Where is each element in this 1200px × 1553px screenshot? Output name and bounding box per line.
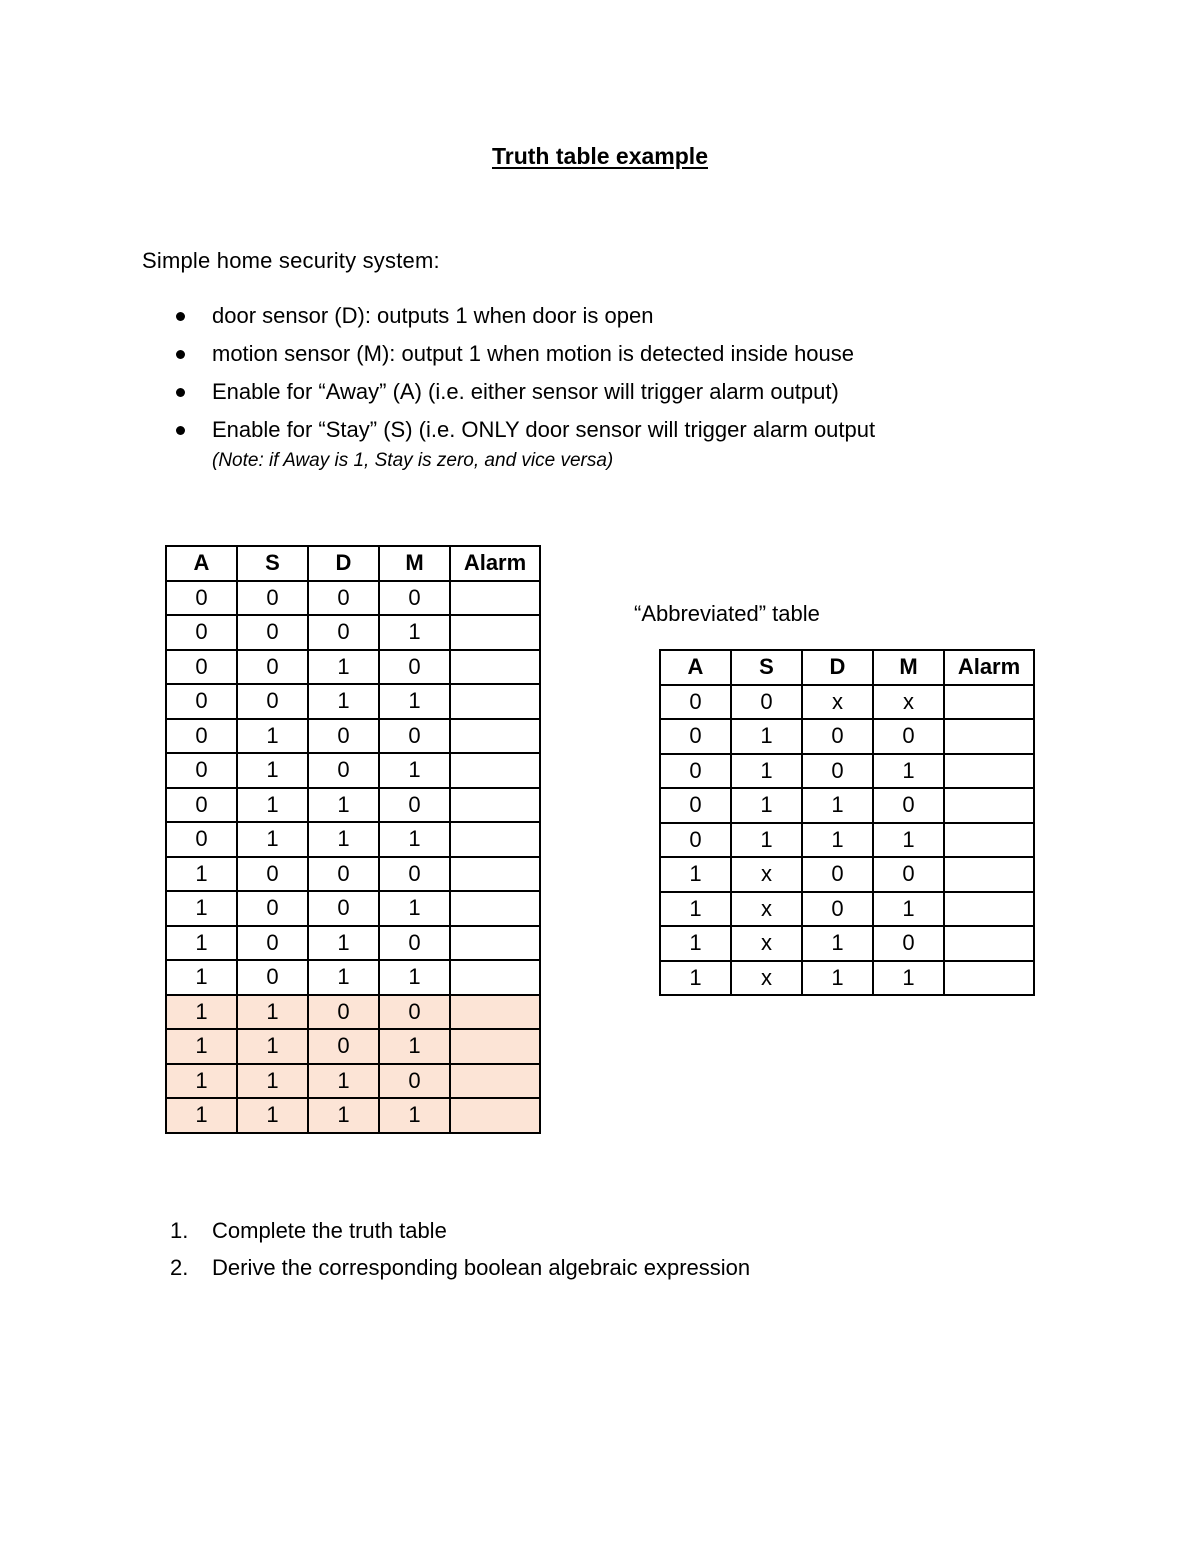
table-row [166, 995, 540, 1030]
abbreviated-table-label: “Abbreviated” table [634, 601, 820, 626]
bullet-icon [176, 350, 185, 359]
table-cell-a: 0 [166, 684, 237, 719]
table-cell-d: 0 [308, 891, 379, 926]
table-row [166, 891, 540, 926]
table-cell-a: 0 [660, 788, 731, 823]
table-cell-s: 1 [237, 1098, 308, 1133]
table-cell-a: 1 [166, 1098, 237, 1133]
table-cell-m: 1 [379, 615, 450, 650]
table-cell-d: 0 [308, 719, 379, 754]
table-cell-m: 0 [379, 995, 450, 1030]
table-cell-d: 1 [802, 823, 873, 858]
bullet-text: motion sensor (M): output 1 when motion is detected inside house [212, 341, 855, 366]
task-text: Complete the truth table [212, 1218, 447, 1243]
task-list [170, 1214, 750, 1288]
table-cell-alarm[interactable] [450, 650, 540, 685]
table-cell-a: 0 [166, 788, 237, 823]
table-cell-d: 0 [308, 581, 379, 616]
table-cell-a: 1 [166, 926, 237, 961]
table-cell-d: 1 [308, 684, 379, 719]
intro-text: Simple home security system: [142, 248, 440, 273]
table-cell-alarm[interactable] [450, 1029, 540, 1064]
table-cell-alarm[interactable] [450, 926, 540, 961]
table-cell-alarm[interactable] [944, 823, 1034, 858]
table-cell-a: 0 [166, 650, 237, 685]
table-cell-m: 0 [379, 926, 450, 961]
table-cell-s: 0 [237, 891, 308, 926]
table-cell-alarm[interactable] [450, 719, 540, 754]
table-cell-a: 1 [166, 960, 237, 995]
table-cell-s: x [731, 926, 802, 961]
table-cell-m: 1 [379, 684, 450, 719]
table-cell-d: 0 [802, 892, 873, 927]
abbreviated-truth-table [659, 649, 1035, 996]
table-cell-s: x [731, 892, 802, 927]
table-cell-m: 0 [873, 788, 944, 823]
table-cell-alarm[interactable] [944, 788, 1034, 823]
bullet-text: Enable for “Away” (A) (i.e. either sensor will trigger alarm output) [212, 379, 839, 404]
table-cell-a: 0 [660, 754, 731, 789]
table-cell-d: 0 [308, 615, 379, 650]
table-cell-a: 0 [166, 753, 237, 788]
table-cell-d: 1 [802, 961, 873, 996]
table-cell-m: 1 [873, 961, 944, 996]
bullet-icon [176, 312, 185, 321]
table-cell-s: 0 [237, 926, 308, 961]
table-row [166, 615, 540, 650]
table-cell-alarm[interactable] [450, 581, 540, 616]
table-cell-alarm[interactable] [450, 684, 540, 719]
table-cell-alarm[interactable] [450, 1064, 540, 1099]
table-cell-s: 1 [237, 719, 308, 754]
table-cell-a: 1 [166, 1064, 237, 1099]
table-cell-s: 1 [731, 754, 802, 789]
table-cell-alarm[interactable] [944, 719, 1034, 754]
table-cell-m: 0 [379, 650, 450, 685]
table-cell-d: 1 [802, 926, 873, 961]
table-cell-a: 1 [166, 995, 237, 1030]
table-row [166, 1064, 540, 1099]
table-cell-s: 1 [237, 822, 308, 857]
sensor-list [170, 300, 875, 452]
table-cell-m: 1 [379, 1098, 450, 1133]
table-row [166, 822, 540, 857]
task-number: 1. [170, 1218, 189, 1243]
table-cell-m: 0 [379, 1064, 450, 1099]
table-cell-m: 1 [873, 892, 944, 927]
table-row [660, 926, 1034, 961]
table-cell-alarm[interactable] [450, 822, 540, 857]
table-cell-m: 1 [379, 753, 450, 788]
table-cell-s: 1 [237, 995, 308, 1030]
table-cell-s: x [731, 961, 802, 996]
table-cell-alarm[interactable] [450, 1098, 540, 1133]
table-cell-a: 1 [166, 1029, 237, 1064]
table-cell-alarm[interactable] [450, 857, 540, 892]
table-cell-a: 1 [166, 857, 237, 892]
table-cell-a: 0 [166, 581, 237, 616]
table-cell-s: 1 [731, 788, 802, 823]
column-header-a: A [660, 650, 731, 685]
table-cell-alarm[interactable] [450, 615, 540, 650]
table-cell-s: 0 [237, 615, 308, 650]
table-cell-m: 1 [379, 1029, 450, 1064]
column-header-m: M [873, 650, 944, 685]
table-cell-m: 0 [379, 857, 450, 892]
table-row [166, 753, 540, 788]
table-cell-s: x [731, 857, 802, 892]
table-cell-d: 1 [802, 788, 873, 823]
table-cell-a: 1 [660, 961, 731, 996]
bullet-text: Enable for “Stay” (S) (i.e. ONLY door sensor will trigger alarm output [212, 417, 876, 442]
table-cell-s: 1 [237, 1029, 308, 1064]
table-cell-alarm[interactable] [450, 960, 540, 995]
full-truth-table [165, 545, 541, 1134]
table-cell-s: 1 [237, 788, 308, 823]
table-header-row [660, 650, 1034, 685]
task-text: Derive the corresponding boolean algebraic expression [212, 1255, 751, 1280]
table-cell-d: 0 [802, 857, 873, 892]
table-cell-m: 0 [379, 788, 450, 823]
table-cell-alarm[interactable] [450, 788, 540, 823]
table-cell-d: 0 [308, 857, 379, 892]
column-header-d: D [802, 650, 873, 685]
column-header-m: M [379, 546, 450, 581]
table-cell-s: 1 [731, 823, 802, 858]
table-cell-alarm[interactable] [944, 857, 1034, 892]
table-row [166, 1029, 540, 1064]
column-header-a: A [166, 546, 237, 581]
table-cell-m: 1 [873, 823, 944, 858]
table-row [166, 1098, 540, 1133]
table-cell-m: 1 [379, 822, 450, 857]
table-cell-d: 1 [308, 650, 379, 685]
table-cell-alarm[interactable] [944, 892, 1034, 927]
table-row [166, 926, 540, 961]
table-cell-d: 1 [308, 788, 379, 823]
table-cell-m: 1 [379, 960, 450, 995]
table-cell-s: 0 [237, 857, 308, 892]
task-number: 2. [170, 1255, 189, 1280]
column-header-s: S [731, 650, 802, 685]
table-cell-d: 1 [308, 1064, 379, 1099]
table-cell-m: 0 [873, 719, 944, 754]
page-title: Truth table example [491, 143, 708, 169]
table-row [166, 960, 540, 995]
list-item [170, 414, 875, 452]
table-cell-a: 1 [660, 857, 731, 892]
table-row [660, 892, 1034, 927]
table-cell-m: 1 [873, 754, 944, 789]
table-cell-d: 1 [308, 960, 379, 995]
table-cell-s: 0 [731, 685, 802, 720]
note-text: (Note: if Away is 1, Stay is zero, and vice versa) [212, 450, 614, 471]
table-cell-d: x [802, 685, 873, 720]
table-cell-d: 0 [308, 1029, 379, 1064]
table-cell-m: x [873, 685, 944, 720]
table-cell-d: 1 [308, 822, 379, 857]
list-item [170, 376, 875, 414]
table-cell-alarm[interactable] [450, 995, 540, 1030]
table-cell-alarm[interactable] [944, 961, 1034, 996]
list-item [170, 1214, 750, 1251]
list-item [170, 300, 875, 338]
table-cell-m: 0 [873, 857, 944, 892]
table-cell-s: 0 [237, 581, 308, 616]
table-cell-alarm[interactable] [450, 753, 540, 788]
table-cell-alarm[interactable] [944, 754, 1034, 789]
table-cell-m: 0 [379, 581, 450, 616]
table-cell-d: 1 [308, 926, 379, 961]
table-header-row [166, 546, 540, 581]
table-cell-a: 0 [660, 719, 731, 754]
table-row [660, 788, 1034, 823]
table-row [660, 857, 1034, 892]
table-cell-a: 1 [660, 926, 731, 961]
column-header-alarm: Alarm [944, 650, 1034, 685]
table-cell-d: 0 [802, 754, 873, 789]
table-cell-s: 1 [237, 1064, 308, 1099]
table-cell-m: 0 [379, 719, 450, 754]
table-cell-a: 0 [166, 822, 237, 857]
table-row [660, 685, 1034, 720]
table-row [166, 650, 540, 685]
table-cell-d: 0 [308, 995, 379, 1030]
table-cell-alarm[interactable] [450, 891, 540, 926]
table-row [660, 719, 1034, 754]
table-row [166, 581, 540, 616]
table-row [166, 857, 540, 892]
table-cell-m: 0 [873, 926, 944, 961]
table-cell-a: 0 [166, 615, 237, 650]
table-row [166, 788, 540, 823]
table-cell-a: 1 [166, 891, 237, 926]
table-cell-s: 1 [731, 719, 802, 754]
column-header-d: D [308, 546, 379, 581]
table-cell-alarm[interactable] [944, 685, 1034, 720]
bullet-icon [176, 426, 185, 435]
table-cell-s: 0 [237, 650, 308, 685]
table-row [660, 754, 1034, 789]
bullet-text: door sensor (D): outputs 1 when door is open [212, 303, 654, 328]
table-cell-s: 1 [237, 753, 308, 788]
bullet-icon [176, 388, 185, 397]
table-cell-a: 0 [660, 823, 731, 858]
list-item [170, 338, 875, 376]
table-cell-d: 0 [308, 753, 379, 788]
column-header-alarm: Alarm [450, 546, 540, 581]
table-cell-a: 0 [166, 719, 237, 754]
column-header-s: S [237, 546, 308, 581]
table-cell-s: 0 [237, 684, 308, 719]
table-cell-s: 0 [237, 960, 308, 995]
table-row [660, 961, 1034, 996]
table-row [166, 719, 540, 754]
table-row [166, 684, 540, 719]
table-cell-alarm[interactable] [944, 926, 1034, 961]
list-item [170, 1251, 750, 1288]
table-row [660, 823, 1034, 858]
table-cell-d: 1 [308, 1098, 379, 1133]
table-cell-d: 0 [802, 719, 873, 754]
table-cell-a: 1 [660, 892, 731, 927]
table-cell-m: 1 [379, 891, 450, 926]
table-cell-a: 0 [660, 685, 731, 720]
